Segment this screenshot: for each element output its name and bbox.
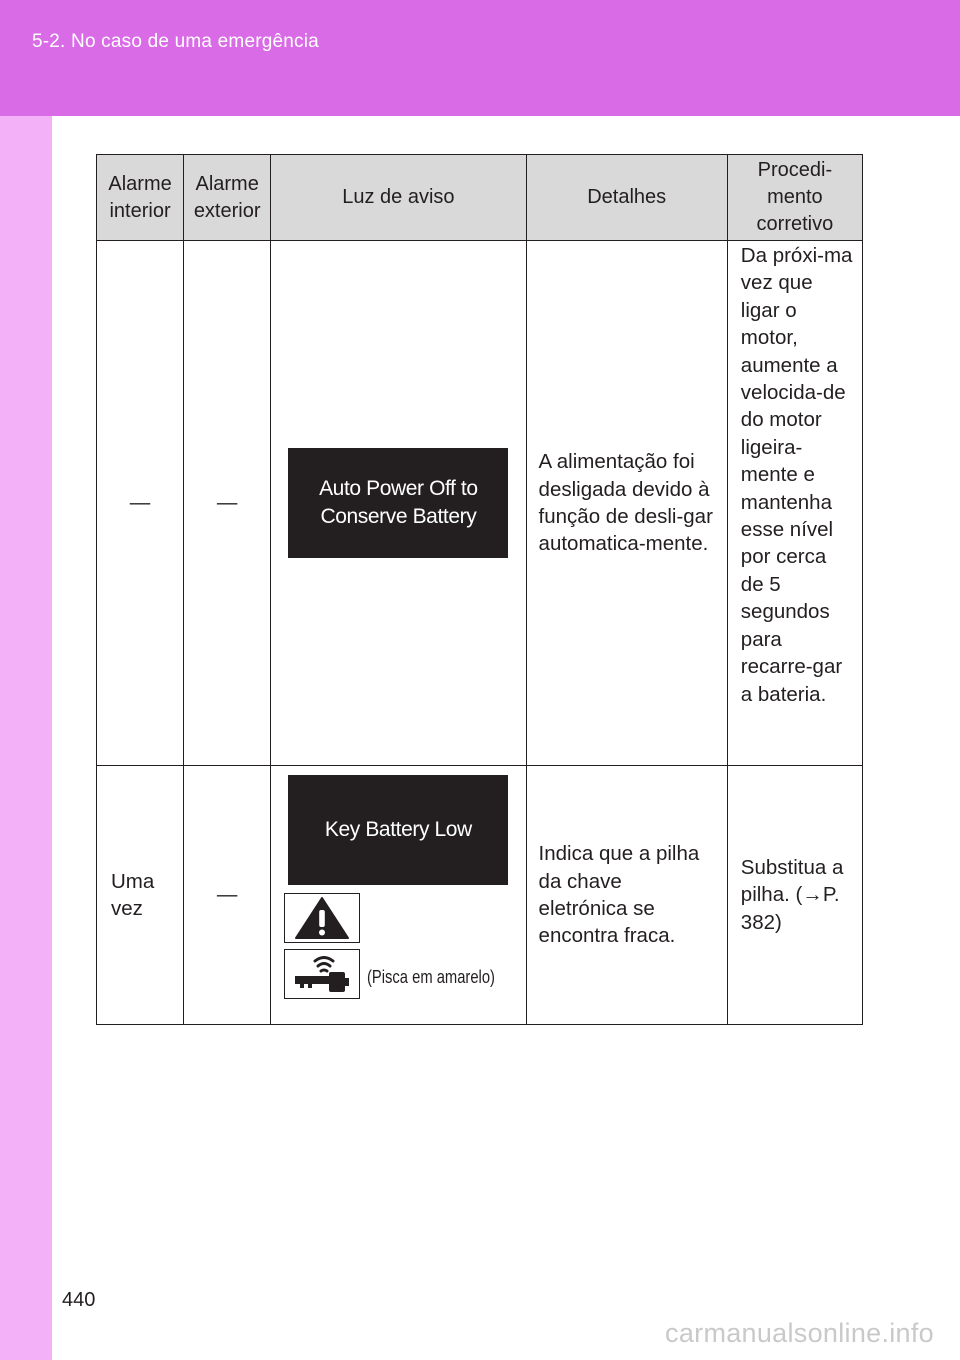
page-number: 440 — [62, 1289, 96, 1311]
row1-alarm-interior: — — [97, 241, 184, 766]
row1-details: A alimentação foi desligada devido à função de desli-gar automatica-mente. — [526, 241, 727, 766]
side-band — [0, 116, 52, 1360]
table-row — [97, 241, 863, 766]
row2-alarm-interior: Uma vez — [97, 766, 184, 1025]
header-warning-light: Luz de aviso — [271, 155, 526, 241]
warning-triangle-icon — [284, 893, 360, 943]
header-alarm-exterior: Alarme exterior — [184, 155, 271, 241]
row1-alarm-exterior: — — [184, 241, 271, 766]
watermark: carmanualsonline.info — [665, 1318, 934, 1348]
row1-procedure: Da próxi-ma vez que ligar o motor, aumente a velocida-de do motor ligeira-mente e mantenha esse nível por cerca de 5 segundos para recarre-gar a bateria. — [727, 241, 862, 766]
table-header-row — [97, 155, 863, 241]
header-band — [0, 0, 960, 116]
row1-warning-light — [271, 241, 526, 766]
key-battery-icon — [284, 949, 360, 999]
auto-power-off-message: Auto Power Off to Conserve Battery — [288, 448, 508, 558]
blink-note: (Pisca em amarelo) — [367, 967, 496, 988]
row2-warning-light — [271, 766, 526, 1025]
section-title: 5-2. No caso de uma emergência — [32, 31, 319, 52]
header-details: Detalhes — [526, 155, 727, 241]
warning-table — [96, 154, 863, 1025]
row2-alarm-exterior: — — [184, 766, 271, 1025]
row2-procedure: Substitua a pilha. (→P. 382) — [727, 766, 862, 1025]
header-procedure: Procedi-mento corretivo — [727, 155, 862, 241]
table-row — [97, 766, 863, 1025]
row2-details: Indica que a pilha da chave eletrónica se encontra fraca. — [526, 766, 727, 1025]
header-alarm-interior: Alarme interior — [97, 155, 184, 241]
key-battery-low-message: Key Battery Low — [288, 775, 508, 885]
